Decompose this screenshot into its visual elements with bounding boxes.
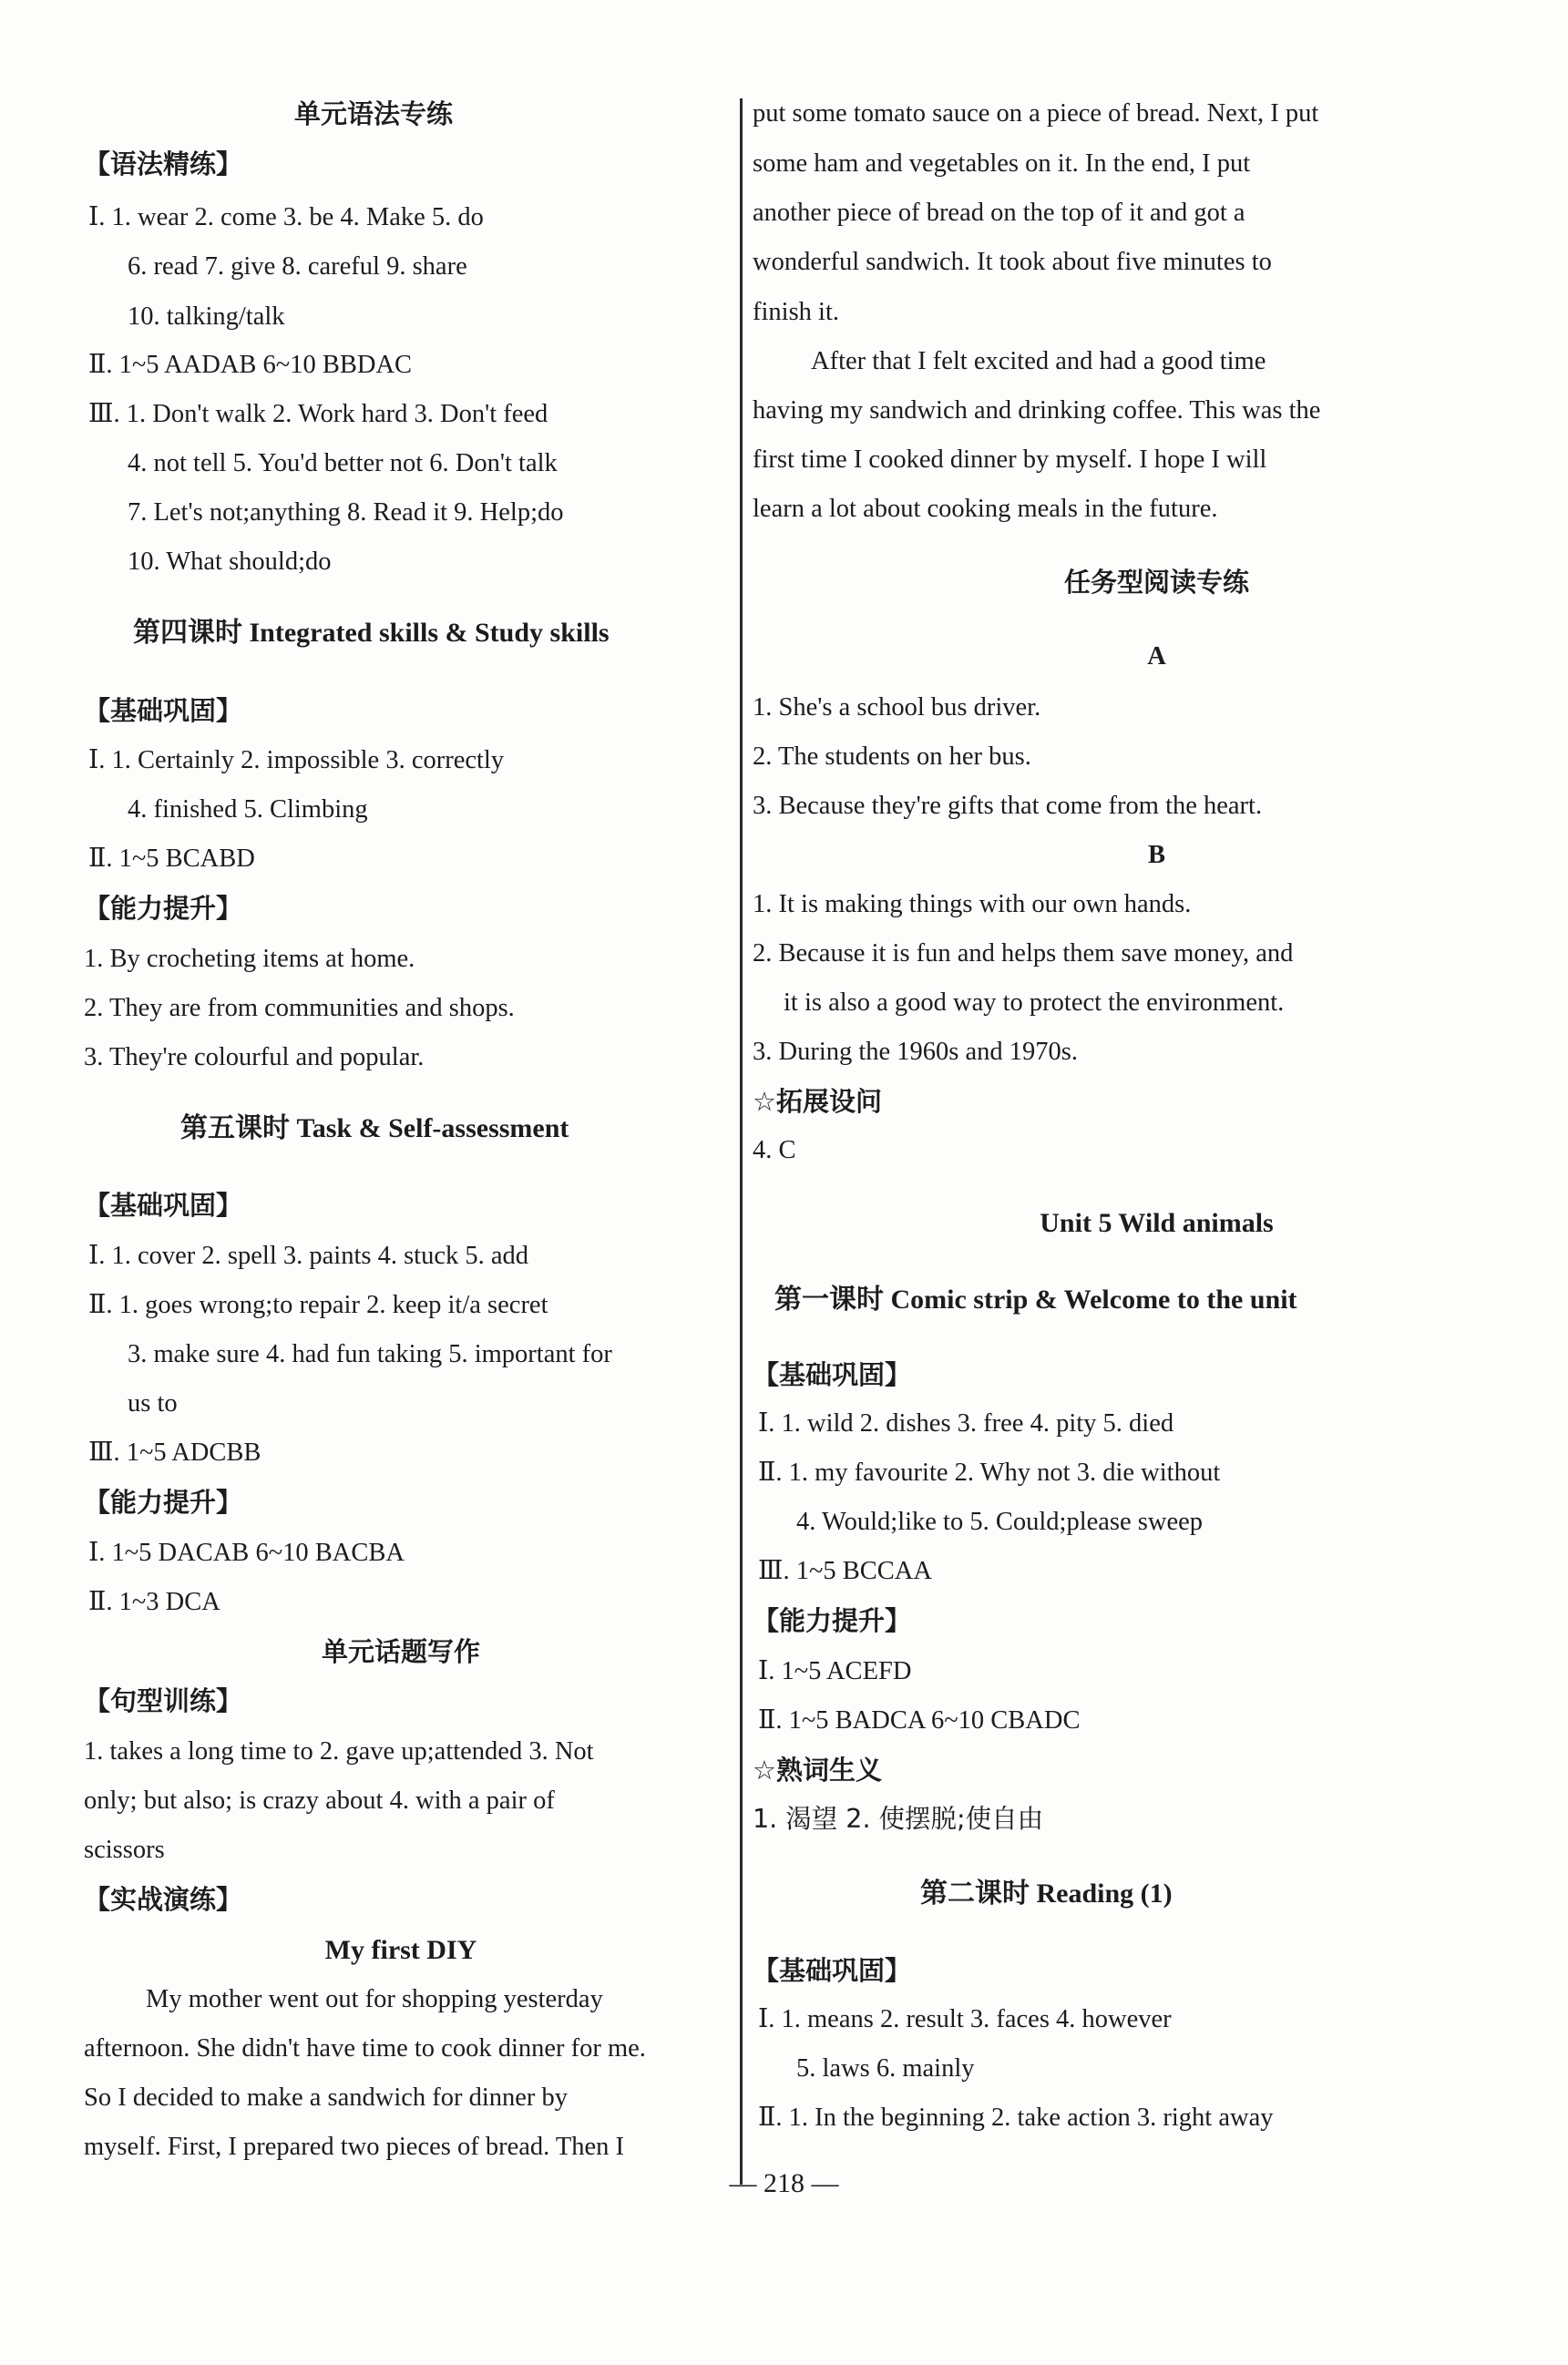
answer-line: 5. laws 6. mainly [796, 2054, 975, 2083]
essay-line: afternoon. She didn't have time to cook dinner for me. [84, 2034, 646, 2063]
essay-line: having my sandwich and drinking coffee. This was the [753, 396, 1321, 425]
answer-line: 3. They're colourful and popular. [84, 1043, 425, 1071]
section-heading-writing: 单元话题写作 [321, 1636, 480, 1667]
answer-line: 10. talking/talk [128, 302, 285, 331]
essay-line: learn a lot about cooking meals in the future. [753, 495, 1218, 523]
answer-line: Ⅰ. 1. wild 2. dishes 3. free 4. pity 5. died [758, 1409, 1174, 1438]
answer-line: Ⅰ. 1~5 DACAB 6~10 BACBA [88, 1539, 405, 1567]
answer-line: Ⅰ. 1. cover 2. spell 3. paints 4. stuck 5. add [88, 1242, 529, 1270]
answer-line: 4. finished 5. Climbing [128, 795, 368, 824]
answer-line: 1. By crocheting items at home. [84, 945, 415, 973]
subheading: 【能力提升】 [84, 893, 243, 924]
answer-line: Ⅰ. 1~5 ACEFD [758, 1657, 912, 1685]
essay-line: So I decided to make a sandwich for dinner by [84, 2083, 569, 2112]
essay-line: put some tomato sauce on a piece of bread. Next, I put [753, 99, 1319, 128]
essay-title: My first DIY [324, 1935, 477, 1965]
essay-line: some ham and vegetables on it. In the end, I put [753, 149, 1251, 178]
answer-line: Ⅲ. 1~5 ADCBB [88, 1438, 261, 1467]
left-column [0, 0, 747, 2168]
subheading: ☆熟词生义 [753, 1755, 882, 1786]
answer-line: only; but also; is crazy about 4. with a pair of [84, 1787, 555, 1815]
subheading: 【基础巩固】 [84, 695, 243, 726]
answer-line: 3. Because they're gifts that come from the heart. [753, 792, 1263, 820]
subheading: 【能力提升】 [753, 1605, 912, 1636]
subheading: 【基础巩固】 [84, 1190, 243, 1221]
answer-line: 6. read 7. give 8. careful 9. share [128, 252, 467, 281]
answer-line: Ⅲ. 1. Don't walk 2. Work hard 3. Don't feed [88, 400, 548, 428]
answer-line: Ⅱ. 1. In the beginning 2. take action 3. right away [758, 2104, 1274, 2132]
answer-line: 1. She's a school bus driver. [753, 693, 1041, 722]
answer-line: 1. 渴望 2. 使摆脱;使自由 [753, 1804, 1044, 1834]
answer-line: 10. What should;do [128, 548, 332, 576]
essay-line: finish it. [753, 298, 840, 326]
answer-line: us to [128, 1389, 178, 1418]
subheading: 【句型训练】 [84, 1685, 243, 1716]
essay-line: wonderful sandwich. It took about five minutes to [753, 248, 1272, 276]
section-heading-grammar: 单元语法专练 [293, 98, 453, 129]
subheading: 【基础巩固】 [753, 1955, 912, 1986]
part-label: A [1147, 642, 1166, 671]
answer-line: 4. Would;like to 5. Could;please sweep [796, 1508, 1203, 1536]
answer-line: 2. They are from communities and shops. [84, 994, 515, 1022]
section-heading-reading: 任务型阅读专练 [1063, 567, 1249, 598]
answer-line: 2. The students on her bus. [753, 742, 1031, 771]
answer-line: Ⅲ. 1~5 BCCAA [758, 1557, 932, 1585]
essay-line: another piece of bread on the top of it and got a [753, 199, 1245, 227]
lesson-heading: 第四课时 Integrated skills & Study skills [133, 618, 610, 648]
answer-line: Ⅰ. 1. wear 2. come 3. be 4. Make 5. do [88, 203, 484, 231]
answer-line: Ⅱ. 1~5 AADAB 6~10 BBDAC [88, 351, 413, 379]
unit-heading: Unit 5 Wild animals [1040, 1208, 1274, 1238]
essay-line: After that I felt excited and had a good time [811, 347, 1266, 375]
answer-line: 7. Let's not;anything 8. Read it 9. Help;do [128, 498, 564, 527]
answer-line: 3. make sure 4. had fun taking 5. important for [128, 1340, 612, 1368]
answer-line: scissors [84, 1836, 165, 1864]
page-number: — 218 — [729, 2168, 839, 2198]
answer-line: Ⅱ. 1~5 BCABD [88, 845, 255, 873]
answer-line: Ⅱ. 1~5 BADCA 6~10 CBADC [758, 1706, 1081, 1735]
answer-line: 3. During the 1960s and 1970s. [753, 1038, 1079, 1066]
subheading: 【能力提升】 [84, 1487, 243, 1518]
essay-line: myself. First, I prepared two pieces of bread. Then I [84, 2133, 625, 2161]
subheading: 【实战演练】 [84, 1884, 243, 1915]
answer-line: 1. takes a long time to 2. gave up;attended 3. Not [84, 1737, 594, 1766]
lesson-heading: 第一课时 Comic strip & Welcome to the unit [774, 1285, 1297, 1315]
answer-line: it is also a good way to protect the environment. [784, 988, 1285, 1017]
essay-line: My mother went out for shopping yesterday [146, 1985, 603, 2013]
right-column [745, 0, 1568, 2168]
lesson-heading: 第二课时 Reading (1) [920, 1879, 1173, 1909]
answer-line: Ⅱ. 1. my favourite 2. Why not 3. die without [758, 1459, 1221, 1487]
answer-line: Ⅱ. 1~3 DCA [88, 1588, 220, 1616]
subheading: ☆拓展设问 [753, 1086, 882, 1117]
essay-line: first time I cooked dinner by myself. I hope I will [753, 445, 1267, 474]
subheading: 【语法精练】 [84, 148, 243, 179]
answer-line: Ⅰ. 1. means 2. result 3. faces 4. however [758, 2005, 1172, 2033]
answer-line: Ⅱ. 1. goes wrong;to repair 2. keep it/a secret [88, 1291, 548, 1319]
answer-line: Ⅰ. 1. Certainly 2. impossible 3. correctly [88, 746, 505, 774]
answer-line: 1. It is making things with our own hands. [753, 890, 1192, 918]
column-divider [740, 98, 743, 2185]
answer-line: 4. not tell 5. You'd better not 6. Don't talk [128, 449, 558, 477]
answer-line: 2. Because it is fun and helps them save money, and [753, 939, 1294, 968]
subheading: 【基础巩固】 [753, 1359, 912, 1390]
lesson-heading: 第五课时 Task & Self-assessment [180, 1113, 569, 1143]
answer-line: 4. C [753, 1136, 796, 1164]
part-label: B [1147, 841, 1165, 869]
